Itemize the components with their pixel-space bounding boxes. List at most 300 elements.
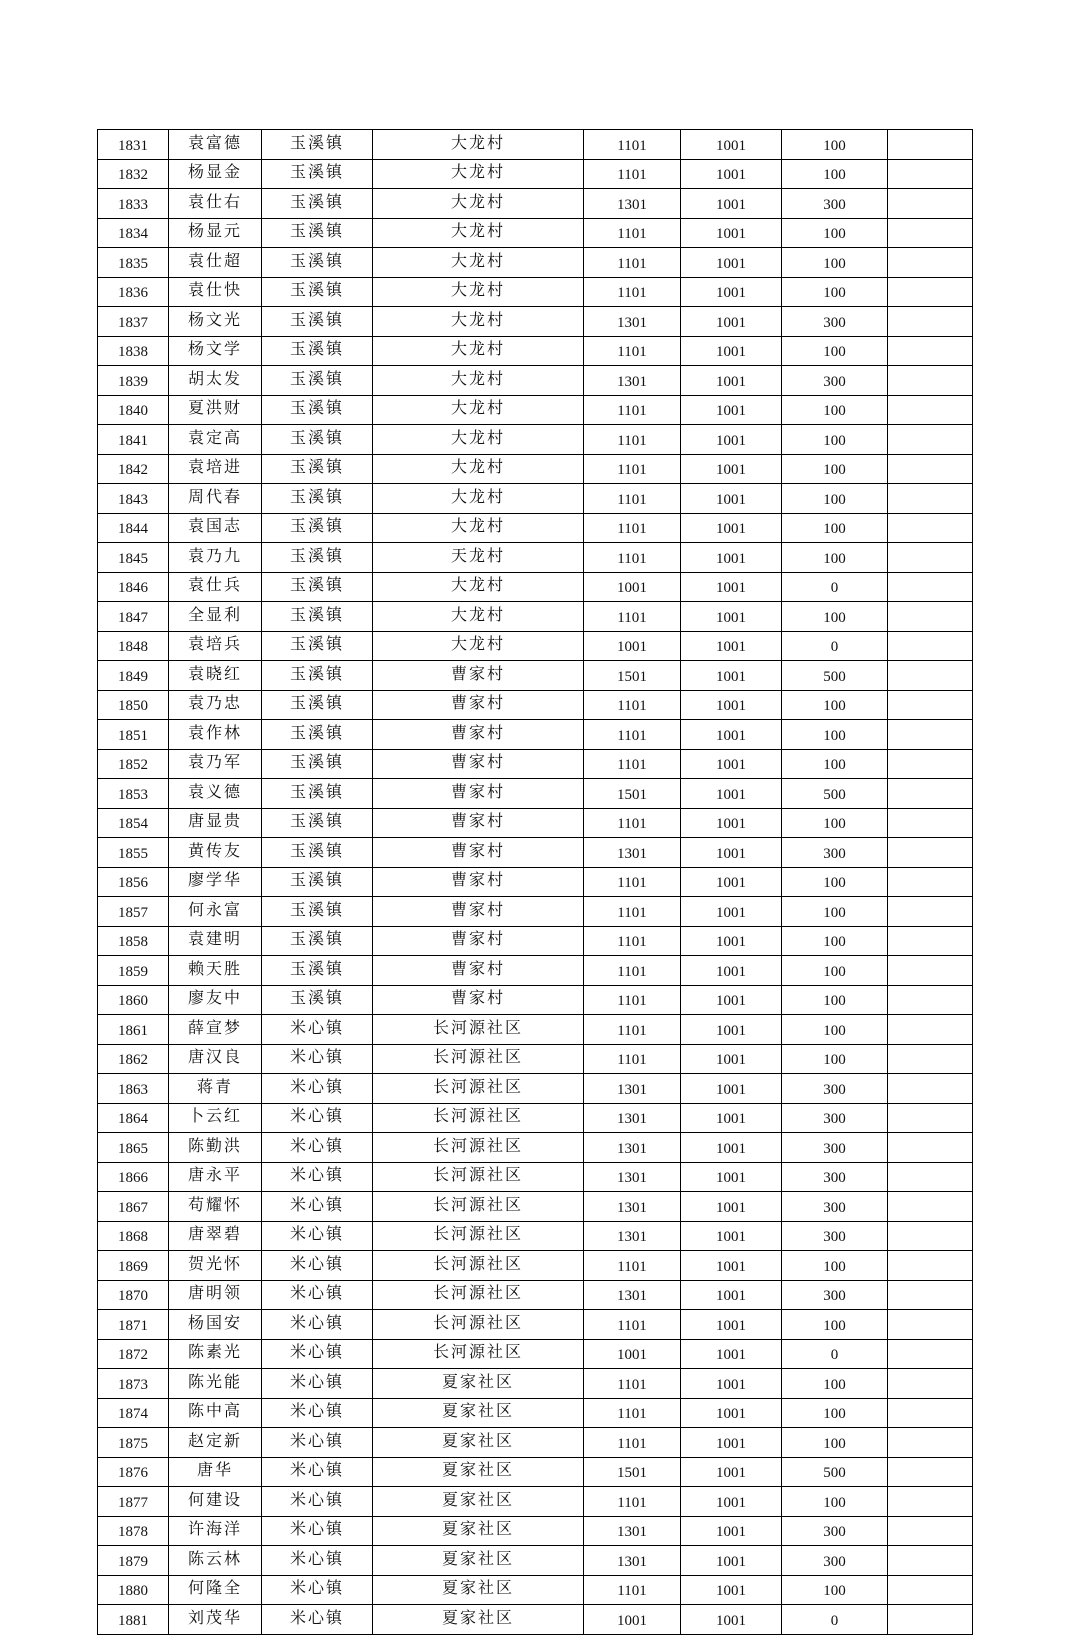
- cell-remarks: [888, 336, 973, 366]
- cell-row-number: 1858: [98, 926, 169, 956]
- cell-code-b: 1001: [681, 1192, 782, 1222]
- cell-code-b: 1001: [681, 336, 782, 366]
- cell-code-a: 1301: [584, 1516, 681, 1546]
- cell-village: 夏家社区: [373, 1369, 584, 1399]
- cell-amount: 100: [782, 690, 888, 720]
- cell-amount: 100: [782, 277, 888, 307]
- cell-amount: 500: [782, 1457, 888, 1487]
- cell-remarks: [888, 897, 973, 927]
- cell-person-name: 全显利: [169, 602, 262, 632]
- cell-remarks: [888, 1074, 973, 1104]
- cell-remarks: [888, 218, 973, 248]
- cell-remarks: [888, 985, 973, 1015]
- table-row: [98, 572, 973, 602]
- cell-town: 玉溪镇: [262, 808, 373, 838]
- cell-row-number: 1876: [98, 1457, 169, 1487]
- cell-person-name: 袁晓红: [169, 661, 262, 691]
- cell-amount: 100: [782, 749, 888, 779]
- cell-village: 大龙村: [373, 189, 584, 219]
- cell-code-b: 1001: [681, 572, 782, 602]
- cell-code-b: 1001: [681, 838, 782, 868]
- cell-amount: 300: [782, 366, 888, 396]
- cell-row-number: 1863: [98, 1074, 169, 1104]
- cell-town: 玉溪镇: [262, 277, 373, 307]
- cell-remarks: [888, 749, 973, 779]
- cell-remarks: [888, 159, 973, 189]
- cell-code-a: 1501: [584, 661, 681, 691]
- cell-code-a: 1301: [584, 1133, 681, 1163]
- cell-village: 夏家社区: [373, 1398, 584, 1428]
- cell-person-name: 胡太发: [169, 366, 262, 396]
- table-row: [98, 218, 973, 248]
- cell-town: 米心镇: [262, 1487, 373, 1517]
- cell-person-name: 杨文光: [169, 307, 262, 337]
- cell-town: 玉溪镇: [262, 690, 373, 720]
- cell-amount: 300: [782, 1162, 888, 1192]
- cell-town: 米心镇: [262, 1546, 373, 1576]
- cell-code-b: 1001: [681, 395, 782, 425]
- cell-code-b: 1001: [681, 189, 782, 219]
- cell-amount: 300: [782, 1546, 888, 1576]
- cell-remarks: [888, 926, 973, 956]
- cell-code-b: 1001: [681, 1280, 782, 1310]
- cell-row-number: 1872: [98, 1339, 169, 1369]
- cell-amount: 100: [782, 1575, 888, 1605]
- table-row: [98, 543, 973, 573]
- cell-row-number: 1880: [98, 1575, 169, 1605]
- cell-village: 长河源社区: [373, 1133, 584, 1163]
- cell-town: 玉溪镇: [262, 867, 373, 897]
- cell-row-number: 1844: [98, 513, 169, 543]
- cell-code-a: 1101: [584, 543, 681, 573]
- cell-person-name: 杨显元: [169, 218, 262, 248]
- cell-village: 曹家村: [373, 985, 584, 1015]
- cell-village: 曹家村: [373, 749, 584, 779]
- cell-code-b: 1001: [681, 159, 782, 189]
- table-row: [98, 690, 973, 720]
- cell-code-b: 1001: [681, 779, 782, 809]
- table-row: [98, 985, 973, 1015]
- cell-town: 玉溪镇: [262, 513, 373, 543]
- cell-code-a: 1301: [584, 1103, 681, 1133]
- cell-town: 玉溪镇: [262, 159, 373, 189]
- cell-person-name: 袁定高: [169, 425, 262, 455]
- cell-village: 曹家村: [373, 779, 584, 809]
- cell-code-b: 1001: [681, 1428, 782, 1458]
- table-row: [98, 189, 973, 219]
- cell-remarks: [888, 484, 973, 514]
- cell-remarks: [888, 1192, 973, 1222]
- table-row: [98, 1133, 973, 1163]
- cell-row-number: 1875: [98, 1428, 169, 1458]
- table-row: [98, 808, 973, 838]
- cell-code-b: 1001: [681, 1516, 782, 1546]
- cell-row-number: 1837: [98, 307, 169, 337]
- cell-town: 米心镇: [262, 1398, 373, 1428]
- cell-code-a: 1101: [584, 808, 681, 838]
- cell-village: 大龙村: [373, 631, 584, 661]
- cell-person-name: 陈素光: [169, 1339, 262, 1369]
- cell-amount: 100: [782, 1015, 888, 1045]
- cell-town: 玉溪镇: [262, 218, 373, 248]
- cell-code-b: 1001: [681, 661, 782, 691]
- cell-code-a: 1301: [584, 838, 681, 868]
- cell-village: 大龙村: [373, 454, 584, 484]
- cell-remarks: [888, 1310, 973, 1340]
- cell-row-number: 1843: [98, 484, 169, 514]
- table-row: [98, 277, 973, 307]
- cell-remarks: [888, 1280, 973, 1310]
- cell-person-name: 何永富: [169, 897, 262, 927]
- cell-code-b: 1001: [681, 425, 782, 455]
- cell-code-b: 1001: [681, 808, 782, 838]
- cell-village: 曹家村: [373, 867, 584, 897]
- cell-code-a: 1301: [584, 366, 681, 396]
- cell-row-number: 1879: [98, 1546, 169, 1576]
- cell-code-a: 1501: [584, 779, 681, 809]
- cell-code-a: 1101: [584, 602, 681, 632]
- cell-code-b: 1001: [681, 307, 782, 337]
- table-row: [98, 1339, 973, 1369]
- cell-row-number: 1834: [98, 218, 169, 248]
- cell-code-a: 1101: [584, 395, 681, 425]
- cell-remarks: [888, 838, 973, 868]
- cell-code-b: 1001: [681, 484, 782, 514]
- cell-code-a: 1101: [584, 985, 681, 1015]
- cell-row-number: 1857: [98, 897, 169, 927]
- cell-village: 夏家社区: [373, 1487, 584, 1517]
- cell-row-number: 1833: [98, 189, 169, 219]
- cell-person-name: 薛宣梦: [169, 1015, 262, 1045]
- cell-person-name: 何隆全: [169, 1575, 262, 1605]
- cell-row-number: 1832: [98, 159, 169, 189]
- cell-person-name: 赖天胜: [169, 956, 262, 986]
- cell-amount: 300: [782, 1074, 888, 1104]
- cell-remarks: [888, 720, 973, 750]
- table-row: [98, 248, 973, 278]
- cell-remarks: [888, 395, 973, 425]
- cell-amount: 500: [782, 661, 888, 691]
- table-row: [98, 1457, 973, 1487]
- cell-person-name: 唐翠碧: [169, 1221, 262, 1251]
- cell-village: 曹家村: [373, 690, 584, 720]
- cell-person-name: 唐华: [169, 1457, 262, 1487]
- cell-row-number: 1871: [98, 1310, 169, 1340]
- cell-person-name: 夏洪财: [169, 395, 262, 425]
- cell-code-a: 1101: [584, 1251, 681, 1281]
- cell-row-number: 1861: [98, 1015, 169, 1045]
- cell-person-name: 唐显贵: [169, 808, 262, 838]
- cell-code-a: 1101: [584, 277, 681, 307]
- cell-remarks: [888, 956, 973, 986]
- cell-person-name: 袁乃忠: [169, 690, 262, 720]
- cell-remarks: [888, 1428, 973, 1458]
- cell-village: 长河源社区: [373, 1044, 584, 1074]
- table-body: [98, 130, 973, 1635]
- cell-village: 夏家社区: [373, 1516, 584, 1546]
- cell-village: 大龙村: [373, 277, 584, 307]
- cell-code-b: 1001: [681, 1487, 782, 1517]
- cell-village: 大龙村: [373, 307, 584, 337]
- cell-code-b: 1001: [681, 1546, 782, 1576]
- cell-village: 夏家社区: [373, 1428, 584, 1458]
- cell-village: 大龙村: [373, 484, 584, 514]
- cell-village: 长河源社区: [373, 1339, 584, 1369]
- cell-row-number: 1848: [98, 631, 169, 661]
- cell-town: 米心镇: [262, 1280, 373, 1310]
- cell-row-number: 1853: [98, 779, 169, 809]
- cell-row-number: 1867: [98, 1192, 169, 1222]
- table-row: [98, 1162, 973, 1192]
- cell-town: 米心镇: [262, 1221, 373, 1251]
- table-row: [98, 395, 973, 425]
- cell-remarks: [888, 1221, 973, 1251]
- cell-amount: 100: [782, 956, 888, 986]
- cell-row-number: 1856: [98, 867, 169, 897]
- cell-amount: 100: [782, 248, 888, 278]
- cell-town: 米心镇: [262, 1457, 373, 1487]
- cell-code-b: 1001: [681, 366, 782, 396]
- cell-code-a: 1101: [584, 926, 681, 956]
- table-row: [98, 749, 973, 779]
- cell-village: 夏家社区: [373, 1546, 584, 1576]
- cell-village: 长河源社区: [373, 1103, 584, 1133]
- cell-town: 米心镇: [262, 1044, 373, 1074]
- table-row: [98, 838, 973, 868]
- cell-person-name: 苟耀怀: [169, 1192, 262, 1222]
- cell-remarks: [888, 1103, 973, 1133]
- cell-village: 大龙村: [373, 602, 584, 632]
- table-row: [98, 425, 973, 455]
- cell-remarks: [888, 248, 973, 278]
- cell-row-number: 1838: [98, 336, 169, 366]
- cell-person-name: 袁仕超: [169, 248, 262, 278]
- cell-person-name: 杨显金: [169, 159, 262, 189]
- cell-code-a: 1101: [584, 749, 681, 779]
- cell-village: 长河源社区: [373, 1015, 584, 1045]
- cell-amount: 100: [782, 513, 888, 543]
- cell-remarks: [888, 1398, 973, 1428]
- cell-person-name: 廖学华: [169, 867, 262, 897]
- cell-village: 夏家社区: [373, 1575, 584, 1605]
- cell-code-a: 1101: [584, 720, 681, 750]
- cell-row-number: 1847: [98, 602, 169, 632]
- cell-amount: 300: [782, 1221, 888, 1251]
- cell-amount: 100: [782, 1487, 888, 1517]
- cell-row-number: 1835: [98, 248, 169, 278]
- cell-code-a: 1101: [584, 1398, 681, 1428]
- cell-row-number: 1840: [98, 395, 169, 425]
- cell-row-number: 1877: [98, 1487, 169, 1517]
- cell-remarks: [888, 307, 973, 337]
- cell-town: 玉溪镇: [262, 897, 373, 927]
- cell-person-name: 陈云林: [169, 1546, 262, 1576]
- cell-code-a: 1101: [584, 130, 681, 160]
- cell-town: 米心镇: [262, 1074, 373, 1104]
- cell-remarks: [888, 513, 973, 543]
- cell-village: 大龙村: [373, 130, 584, 160]
- table-row: [98, 454, 973, 484]
- cell-amount: 500: [782, 779, 888, 809]
- cell-amount: 300: [782, 189, 888, 219]
- cell-row-number: 1854: [98, 808, 169, 838]
- cell-amount: 100: [782, 926, 888, 956]
- table-row: [98, 956, 973, 986]
- cell-town: 玉溪镇: [262, 572, 373, 602]
- cell-remarks: [888, 1339, 973, 1369]
- cell-town: 米心镇: [262, 1103, 373, 1133]
- cell-code-b: 1001: [681, 720, 782, 750]
- cell-town: 米心镇: [262, 1192, 373, 1222]
- cell-village: 曹家村: [373, 808, 584, 838]
- cell-code-b: 1001: [681, 130, 782, 160]
- cell-remarks: [888, 1133, 973, 1163]
- cell-code-a: 1301: [584, 307, 681, 337]
- cell-row-number: 1836: [98, 277, 169, 307]
- cell-person-name: 杨文学: [169, 336, 262, 366]
- cell-code-b: 1001: [681, 956, 782, 986]
- cell-remarks: [888, 1162, 973, 1192]
- cell-person-name: 袁国志: [169, 513, 262, 543]
- cell-remarks: [888, 189, 973, 219]
- cell-town: 米心镇: [262, 1575, 373, 1605]
- cell-village: 曹家村: [373, 838, 584, 868]
- cell-amount: 300: [782, 1280, 888, 1310]
- table-row: [98, 1192, 973, 1222]
- table-row: [98, 1310, 973, 1340]
- cell-code-a: 1101: [584, 484, 681, 514]
- cell-amount: 300: [782, 307, 888, 337]
- cell-town: 玉溪镇: [262, 779, 373, 809]
- cell-code-a: 1101: [584, 1428, 681, 1458]
- cell-amount: 100: [782, 808, 888, 838]
- cell-amount: 100: [782, 1251, 888, 1281]
- table-row: [98, 159, 973, 189]
- cell-code-b: 1001: [681, 897, 782, 927]
- cell-code-a: 1101: [584, 159, 681, 189]
- cell-town: 玉溪镇: [262, 720, 373, 750]
- cell-person-name: 袁乃九: [169, 543, 262, 573]
- cell-code-b: 1001: [681, 1369, 782, 1399]
- cell-remarks: [888, 1487, 973, 1517]
- cell-town: 玉溪镇: [262, 248, 373, 278]
- cell-town: 米心镇: [262, 1369, 373, 1399]
- cell-code-a: 1001: [584, 1339, 681, 1369]
- cell-code-a: 1301: [584, 1546, 681, 1576]
- cell-code-a: 1101: [584, 1044, 681, 1074]
- table-row: [98, 1428, 973, 1458]
- cell-remarks: [888, 661, 973, 691]
- cell-amount: 100: [782, 543, 888, 573]
- cell-town: 米心镇: [262, 1605, 373, 1635]
- cell-town: 米心镇: [262, 1428, 373, 1458]
- cell-town: 玉溪镇: [262, 130, 373, 160]
- cell-remarks: [888, 1546, 973, 1576]
- cell-code-a: 1101: [584, 690, 681, 720]
- cell-code-b: 1001: [681, 631, 782, 661]
- cell-person-name: 唐永平: [169, 1162, 262, 1192]
- cell-code-a: 1101: [584, 1575, 681, 1605]
- cell-town: 玉溪镇: [262, 395, 373, 425]
- cell-village: 曹家村: [373, 956, 584, 986]
- cell-code-a: 1101: [584, 867, 681, 897]
- cell-village: 长河源社区: [373, 1192, 584, 1222]
- cell-amount: 100: [782, 1044, 888, 1074]
- table-row: [98, 897, 973, 927]
- cell-code-a: 1101: [584, 1310, 681, 1340]
- cell-code-a: 1001: [584, 572, 681, 602]
- cell-person-name: 廖友中: [169, 985, 262, 1015]
- cell-amount: 0: [782, 1605, 888, 1635]
- cell-remarks: [888, 1369, 973, 1399]
- cell-row-number: 1878: [98, 1516, 169, 1546]
- cell-remarks: [888, 690, 973, 720]
- cell-remarks: [888, 130, 973, 160]
- cell-village: 大龙村: [373, 218, 584, 248]
- cell-person-name: 蒋青: [169, 1074, 262, 1104]
- cell-village: 大龙村: [373, 336, 584, 366]
- cell-code-b: 1001: [681, 1398, 782, 1428]
- cell-town: 米心镇: [262, 1339, 373, 1369]
- cell-amount: 300: [782, 1516, 888, 1546]
- cell-town: 玉溪镇: [262, 631, 373, 661]
- cell-code-b: 1001: [681, 543, 782, 573]
- table-row: [98, 661, 973, 691]
- cell-row-number: 1860: [98, 985, 169, 1015]
- cell-person-name: 许海洋: [169, 1516, 262, 1546]
- table-row: [98, 1015, 973, 1045]
- cell-remarks: [888, 1605, 973, 1635]
- cell-code-a: 1001: [584, 1605, 681, 1635]
- cell-village: 曹家村: [373, 661, 584, 691]
- cell-row-number: 1866: [98, 1162, 169, 1192]
- table-row: [98, 130, 973, 160]
- cell-code-a: 1101: [584, 956, 681, 986]
- cell-code-a: 1301: [584, 189, 681, 219]
- cell-village: 夏家社区: [373, 1605, 584, 1635]
- cell-village: 长河源社区: [373, 1074, 584, 1104]
- cell-remarks: [888, 277, 973, 307]
- table-row: [98, 1369, 973, 1399]
- cell-remarks: [888, 808, 973, 838]
- cell-remarks: [888, 867, 973, 897]
- table-row: [98, 1103, 973, 1133]
- cell-code-b: 1001: [681, 1605, 782, 1635]
- cell-row-number: 1868: [98, 1221, 169, 1251]
- cell-remarks: [888, 631, 973, 661]
- cell-town: 玉溪镇: [262, 602, 373, 632]
- cell-town: 米心镇: [262, 1516, 373, 1546]
- cell-village: 大龙村: [373, 572, 584, 602]
- cell-amount: 100: [782, 159, 888, 189]
- cell-amount: 100: [782, 1310, 888, 1340]
- cell-town: 玉溪镇: [262, 425, 373, 455]
- cell-code-b: 1001: [681, 926, 782, 956]
- cell-row-number: 1849: [98, 661, 169, 691]
- cell-remarks: [888, 454, 973, 484]
- table-row: [98, 1398, 973, 1428]
- cell-code-b: 1001: [681, 1221, 782, 1251]
- cell-amount: 100: [782, 336, 888, 366]
- cell-remarks: [888, 543, 973, 573]
- cell-row-number: 1873: [98, 1369, 169, 1399]
- cell-code-a: 1301: [584, 1221, 681, 1251]
- cell-code-b: 1001: [681, 1162, 782, 1192]
- cell-remarks: [888, 572, 973, 602]
- cell-code-a: 1101: [584, 1487, 681, 1517]
- cell-person-name: 袁建明: [169, 926, 262, 956]
- cell-person-name: 陈勤洪: [169, 1133, 262, 1163]
